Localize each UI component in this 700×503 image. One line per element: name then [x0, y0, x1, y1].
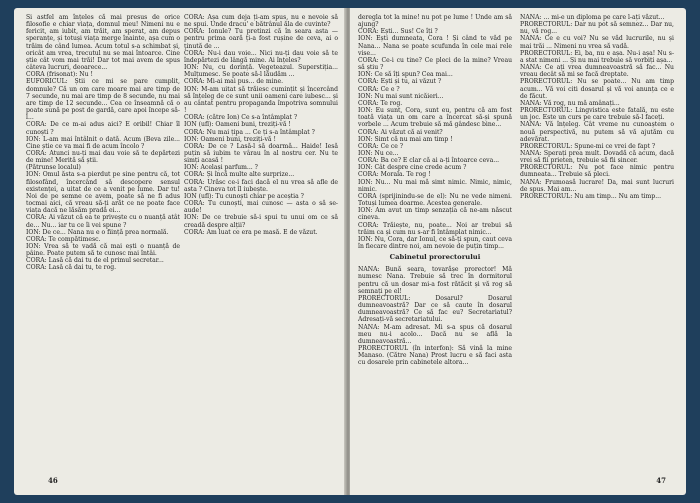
dialogue-line: ION: Nu ce...: [358, 149, 399, 157]
dialogue-line: CORA: Morala. Te rog !: [358, 171, 431, 179]
page-number-left: 46: [48, 476, 58, 485]
dialogue-line: CORA: Lasă că dai tu de el primul secretar...: [26, 257, 164, 265]
dialogue-line: PRORECTORUL: Nu am timp... Nu am timp...: [520, 192, 662, 200]
dialogue-line: CORA: Ce e ?: [358, 85, 400, 93]
dialogue-line: ION: Am avut un timp senzația că ne-am născut cineva.: [358, 207, 514, 222]
right-page: [350, 8, 686, 495]
dialogue-line: PRORECTORUL: Nu pot face nimic pentru dumneata... Trebuie să pleci.: [520, 164, 676, 179]
dialogue-line: CORA: Ce ce ?: [358, 142, 404, 150]
right-column-2: [520, 14, 674, 466]
dialogue-line: PRORECTORUL (în interfon): Să vină la mine Manaso. (Către Nana) Prost lucru e să faci asta cu dosarele prin cabinetele altora...: [358, 345, 514, 367]
dialogue-line: NANA: Ce ați vrea dumneavoastră să fac... Nu vreau decât să mi se facă dreptate.: [520, 64, 676, 79]
right-column-1: [358, 14, 512, 466]
dialogue-line: EUFORICUL: Știi ce mi se pare cumplit, domnule? Că un om care moare mai are timp de 7 secunde, nu mai are timp de 8 secunde, nu mai are timp de 12 secunde... Cea ce înseamnă că o poate sună pe post de gardă, care apoi începe să-l...: [26, 78, 182, 122]
dialogue-line: CORA: Ești... Sus! Ce îți ?: [358, 28, 438, 36]
dialogue-line: NANA: ... mi-e un diploma pe care l-ați văzut...: [520, 14, 665, 21]
dialogue-line: ION: Nu mai sunt nicăieri...: [358, 92, 444, 100]
dialogue-line: CORA: Atunci nu-ți mai dau voie să te depărtezi de mine! Merită să știi.: [26, 149, 182, 165]
dialogue-line: CORA: Ai văzut că ai venit?: [358, 128, 443, 136]
dialogue-line: CORA: De ce ? Lasă-l să doarmă... Haide! Iesă puțin să iubim te vârau în al nostru cer. Nu te simți acasă !: [184, 142, 340, 165]
page-number-right: 47: [656, 476, 666, 485]
dialogue-line: ION: Simt că nu mai am timp !: [358, 135, 453, 143]
dialogue-line: CORA: Ai văzut că ea te privește cu o nuanță atât de... Nu... iar tu ce îi vei spune ?: [26, 214, 182, 229]
dialogue-line: ION: Omul ăsta s-a pierdut pe sine pentru că, tot filosofând, încercând să descopere sensul existenței, a uitat de ce a venit pe lume. Dar tu! Noi de pe semne ce avem, poate să ne fi adus tocmai aici, că vreau să-ți arăt ce ne poate face viața dacă ne lăsăm pradă ei...: [26, 171, 182, 215]
dialogue-line: CORA: Am luat ce era pe masă. E de văzut.: [184, 228, 318, 236]
dialogue-line: ION: Nu, cu dorință. Vegeteazul. Superstiția... Mulțumesc. Se poate să-l lăudăm ...: [184, 64, 340, 79]
dialogue-line: PRORECTORUL: Nu se poate... Nu am timp acum... Vă voi citi dosarul și vă voi anunța ce e de făcut.: [520, 78, 676, 100]
dialogue-line: NANA: Vă înțeleg. Cât vreme nu cunoaștem o nouă perspectivă, nu putem să vă ajutăm cu adevărat.: [520, 121, 676, 143]
dialogue-line: CORA: Lasă că dai tu, te rog.: [26, 264, 117, 272]
dialogue-line: ION: Ești dumneata, Cora ! Și când te văd pe Nana... Nana se poate scufunda în cele mai rele vise...: [358, 35, 514, 57]
dialogue-line: NANA: Sperați prea mult. Dovadă că acum, dacă vrei să fii prieten, trebuie să fii sincer.: [520, 149, 676, 165]
dialogue-line: CORA: Și încă multe alte surprize...: [184, 171, 295, 179]
dialogue-line: ION: Eu sunt, Cora, sunt eu, pentru că am fost toată viața un om care a încercat să-și spună vorbele ... Acum trebuie să mă gândesc bine...: [358, 107, 514, 129]
dialogue-line: CORA: Nu-i dau voie... Nici nu-ți dau voie să te îndepărtezi de lângă mine. Ai înțeles?: [184, 49, 340, 64]
dialogue-line: PRORECTORUL: Spune-mi ce vrei de fapt ?: [520, 142, 656, 150]
dialogue-line: CORA: Ce-i cu tine? Ce pleci de la mine? Vreau să știu ?: [358, 56, 514, 72]
dialogue-line: PRORECTORUL: Ei, ba, nu e așa. Nu-i așa! Nu s-a stat nimeni ... Și nu mai trebuie să vorbiți așa...: [520, 49, 674, 64]
dialogue-line: ION: De ce trebuie să-i spui tu unui om ce să creadă despre alții?: [184, 214, 340, 229]
dialogue-line: NANA: Frumoasă lucrare! Da, mai sunt lucruri de spus. Mai am...: [520, 178, 676, 193]
dialogue-line: CORA: Mi-ai mai pus... de mine.: [184, 78, 284, 86]
left-column-1: [26, 14, 180, 466]
dialogue-line: ION (ufl): Tu cunoști chiar pe aceștia ?: [184, 192, 304, 200]
dialogue-line: CORA: Ești și tu, ai văzut ?: [358, 78, 442, 86]
dialogue-line: CORA: Ba ce? E clar că ai a-ți întoarce ceva...: [358, 157, 500, 165]
dialogue-line: PRORECTORUL: Lingvistica este fatală, nu este un joc. Este un curs pe care trebuie să-l faceți.: [520, 107, 676, 122]
dialogue-line: deregla tot la mine! nu pot pe lume ! Unde am să ajung?: [358, 14, 514, 29]
dialogue-line: NANA: Vă rog, nu mă amânați...: [520, 99, 620, 107]
dialogue-line: ION: Nu... Nu mai mă simt nimic. Nimic, nimic, nimic.: [358, 178, 514, 193]
dialogue-line: CORA: Trăiește, nu, poate... Noi ar trebui să trăim ca și cum nu s-ar fi întâmplat nimic...: [358, 221, 514, 236]
dialogue-line: ION (ufl): Oameni buni, treziți-vă !: [184, 121, 291, 129]
dialogue-line: ION: L-am mai întâlnit o dată. Acum (Beva zile... Cine știe ce va mai fi de acum încolo ?: [26, 135, 182, 150]
dialogue-line: CORA: De ce m-ai adus aici? E oribil! Chiar îl cunoști ?: [26, 121, 182, 136]
dialogue-line: CORA: Așa cum deja ți-am spus, nu e nevoie să ne spui. Unde dracu' e bătrânul ăla de cuvinte?: [184, 14, 340, 29]
dialogue-line: ION: Ce să îți spun? Cea mai...: [358, 71, 453, 79]
dialogue-line: Si astfel am înțeles că mai presus de orice filosofie e chiar viața, domnul meu! Nimeni nu e fericit, am iubit, am trăit, am sperat, am depus speranțe, și totuși viața merge înainte, așa cum o trăim de când lumea. Acum totul s-a schimbat și, oricât am vrea, trecutul nu se mai întoarce. Cine știe cât vom mai trăi! Dar tot mai avem de spus câteva lucruri, deoarece...: [26, 14, 182, 72]
dialogue-line: ION: Nu, Cora, dar Ionul, ce să-ți spun, caut ceva în fiecare dintre noi, am nevoie de puțin timp...: [358, 235, 514, 250]
left-column-2: [184, 14, 338, 466]
dialogue-line: CORA: Ionule? Tu pretinzi că în seara asta — pentru prima oară ți-a fost rușine de ceva, ai o ţinută de ...: [184, 28, 340, 50]
dialogue-line: CORA (sprijinindu-se de el): Nu ne vede nimeni. Totuși lumea doarme. Acestea generale.: [358, 192, 514, 208]
dialogue-line: CORA: Te compătimesc.: [26, 235, 101, 243]
dialogue-line: ION: Vrea să te vadă că mai ești o nuanță de pâine. Poate putem să te cunosc mai întâi.: [26, 243, 182, 258]
dialogue-line: NANA: M-am adresat. Mi s-a spus că dosarul meu nu-i acolo... Dacă nu se află la dumneavoastră...: [358, 323, 514, 345]
dialogue-line: ION: M-am uitat să trăiesc cumințit și încercând să înțeleg de ce sunt unii oameni care iubesc... și au cântat pentru propaganda împotriva somnului !: [184, 85, 340, 115]
dialogue-line: CORA: Nu mai țipa ... Ce ți s-a întâmplat ?: [184, 128, 315, 136]
dialogue-line: ION: Același parfum... ?: [184, 164, 258, 172]
scene-heading: Cabinetul prorectorului: [389, 253, 481, 262]
dialogue-line: CORA: Tu cunoști, mai cunosc — asta o să se-aude!: [184, 200, 338, 215]
dialogue-line: ION: Oameni buni, treziți-vă !: [184, 135, 276, 143]
dialogue-line: PRORECTORUL: Dosarul? Dosarul dumneavoastră? Dar ce să caute în dosarul dumneavoastră? Ce să fac eu? Secretariatul? Adresați-vă secretariatului.: [358, 294, 514, 324]
dialogue-line: PRORECTORUL: Dar nu pot să semnez... Dar nu, nu, vă rog...: [520, 21, 676, 36]
dialogue-line: NANA: Bună seara, tovarășe prorector! Mă numesc Nana. Trebuie să trec în dormitorul pentru că un dosar mi-a fost rătăcit și vă rog să semnați pe el!: [358, 266, 514, 295]
dialogue-line: (Pătrunse localul): [26, 164, 81, 172]
dialogue-line: CORA: Urăsc ce-i faci dacă el nu vrea să afle de asta ? Cineva tot îl iubește.: [184, 178, 340, 193]
dialogue-line: NANA: Ce e cu voi? Nu se văd lucrurile, nu și mai trăi ... Nimeni nu vrea să vadă.: [520, 35, 676, 50]
dialogue-line: CORA: Te rog.: [358, 99, 403, 107]
left-page: [14, 8, 346, 495]
dialogue-line: ION: De ce... Nana nu e o ființă prea normală.: [26, 228, 169, 236]
dialogue-line: ION: Cât despre cine crede acum ?: [358, 164, 467, 172]
dialogue-line: CORA (frisonat): Nu !: [26, 71, 93, 79]
dialogue-line: CORA: (către Ion) Ce s-a întâmplat ?: [184, 114, 298, 122]
